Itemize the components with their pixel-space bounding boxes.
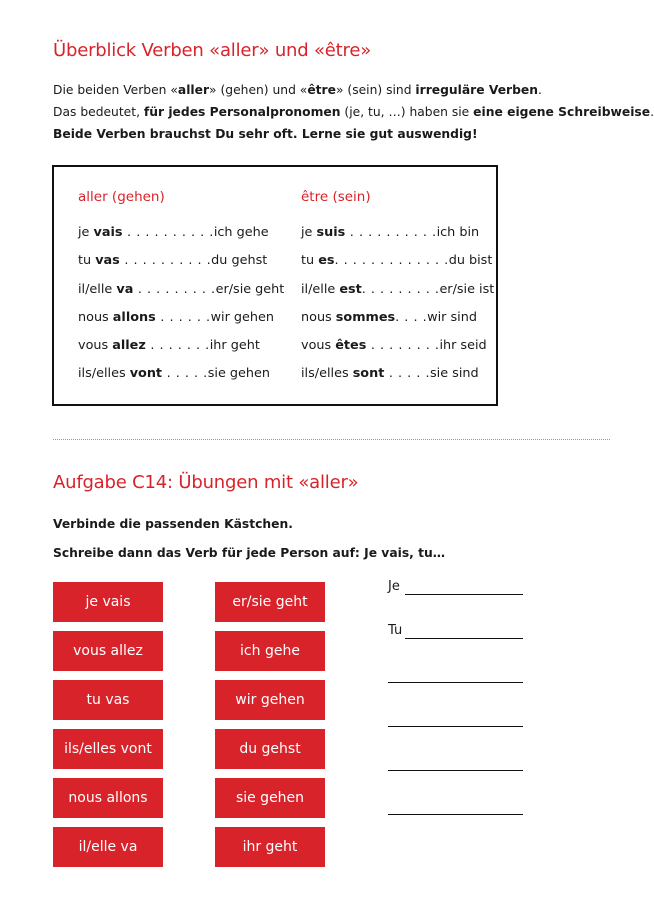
aller-row bbox=[78, 253, 284, 281]
pronoun: tu bbox=[78, 253, 96, 269]
pronoun: ils/elles bbox=[301, 366, 353, 382]
pronoun: je bbox=[301, 225, 317, 240]
intro-segment: . bbox=[650, 105, 654, 119]
translation: ich gehe bbox=[213, 225, 269, 240]
dot-leader: . . . . . . . . . . bbox=[119, 253, 212, 269]
answer-row[interactable] bbox=[388, 623, 402, 641]
dot-leader: . . . . bbox=[395, 309, 428, 325]
answer-prefix: Je bbox=[388, 579, 400, 594]
dot-leader: . . . . . . . . . . bbox=[345, 225, 437, 240]
verb-form: êtes bbox=[335, 338, 367, 354]
answer-row[interactable] bbox=[388, 579, 400, 597]
translation: sie gehen bbox=[207, 366, 271, 382]
left-tile[interactable]: tu vas bbox=[53, 680, 163, 720]
intro-segment: Die beiden Verben « bbox=[53, 83, 178, 97]
intro-segment: Das bedeutet, bbox=[53, 105, 144, 119]
intro-line bbox=[53, 79, 633, 101]
section-title-exercise: Aufgabe C14: Übungen mit «aller» bbox=[53, 472, 359, 493]
intro-text bbox=[53, 79, 654, 145]
translation: er/sie ist bbox=[439, 281, 495, 297]
verb-form: es bbox=[318, 253, 335, 269]
aller-row bbox=[78, 225, 284, 253]
pronoun: nous bbox=[78, 309, 113, 325]
answer-line[interactable] bbox=[405, 594, 523, 595]
pronoun: tu bbox=[301, 253, 319, 269]
right-tile[interactable]: sie gehen bbox=[215, 778, 325, 818]
translation: ihr seid bbox=[439, 338, 487, 354]
left-tile[interactable]: vous allez bbox=[53, 631, 163, 671]
right-tile[interactable]: ich gehe bbox=[215, 631, 325, 671]
dot-leader: . . . . . . . . . . bbox=[122, 225, 214, 240]
translation: du bist bbox=[448, 253, 493, 269]
verb-form: va bbox=[116, 281, 134, 297]
intro-segment: . bbox=[538, 83, 542, 97]
etre-row bbox=[301, 366, 494, 394]
translation: ich bin bbox=[436, 225, 480, 240]
aller-row bbox=[78, 310, 284, 338]
intro-segment: aller bbox=[177, 83, 210, 97]
answer-prefix: Tu bbox=[388, 623, 403, 638]
intro-segment: » (sein) sind bbox=[335, 83, 416, 97]
answer-line[interactable] bbox=[388, 814, 523, 815]
etre-row bbox=[301, 225, 494, 253]
verb-form: allez bbox=[112, 338, 146, 354]
pronoun: il/elle bbox=[301, 281, 340, 297]
dot-leader: . . . . . . . . . bbox=[361, 281, 440, 297]
intro-line bbox=[53, 123, 633, 145]
translation: er/sie geht bbox=[215, 281, 285, 297]
aller-row bbox=[78, 366, 284, 394]
pronoun: il/elle bbox=[78, 281, 117, 297]
intro-segment: » (gehen) und « bbox=[209, 83, 308, 97]
etre-row bbox=[301, 310, 494, 338]
intro-line bbox=[53, 101, 654, 123]
dot-leader: . . . . . . bbox=[155, 309, 211, 325]
translation: du gehst bbox=[211, 253, 268, 269]
intro-segment: eine eigene Schreibweise bbox=[473, 105, 651, 119]
intro-segment: (je, tu, …) haben sie bbox=[340, 105, 474, 119]
answer-line[interactable] bbox=[388, 770, 523, 771]
etre-row bbox=[301, 338, 494, 366]
aller-row bbox=[78, 338, 284, 366]
verb-form: vas bbox=[95, 253, 120, 269]
verb-form: sont bbox=[352, 366, 385, 382]
verb-form: suis bbox=[316, 225, 346, 240]
instruction-connect: Verbinde die passenden Kästchen. bbox=[53, 517, 293, 531]
section-title-overview: Überblick Verben «aller» und «être» bbox=[53, 40, 372, 61]
translation: ihr geht bbox=[209, 338, 260, 354]
left-tile[interactable]: il/elle va bbox=[53, 827, 163, 867]
intro-segment: Beide Verben brauchst Du sehr oft. Lerne sie gut auswendig! bbox=[53, 127, 478, 141]
translation: sie sind bbox=[430, 366, 479, 382]
section-divider bbox=[53, 439, 610, 440]
translation: wir sind bbox=[427, 309, 477, 325]
right-tile[interactable]: du gehst bbox=[215, 729, 325, 769]
dot-leader: . . . . . bbox=[162, 366, 208, 382]
pronoun: je bbox=[78, 225, 94, 240]
pronoun: nous bbox=[301, 309, 336, 325]
pronoun: ils/elles bbox=[78, 366, 130, 382]
dot-leader: . . . . . . . . . bbox=[133, 281, 216, 297]
dot-leader: . . . . . . . . . . . . . bbox=[334, 253, 449, 269]
right-tile[interactable]: ihr geht bbox=[215, 827, 325, 867]
left-tile[interactable]: ils/elles vont bbox=[53, 729, 163, 769]
etre-row bbox=[301, 282, 494, 310]
intro-segment: für jedes Personalpronomen bbox=[143, 105, 341, 119]
aller-row bbox=[78, 282, 284, 310]
left-tile[interactable]: je vais bbox=[53, 582, 163, 622]
aller-heading: aller (gehen) bbox=[78, 189, 165, 205]
translation: wir gehen bbox=[210, 309, 275, 325]
verb-form: sommes bbox=[335, 309, 396, 325]
left-tile[interactable]: nous allons bbox=[53, 778, 163, 818]
etre-heading: être (sein) bbox=[301, 189, 371, 205]
instruction-write: Schreibe dann das Verb für jede Person auf: Je vais, tu… bbox=[53, 546, 446, 560]
intro-segment: être bbox=[307, 83, 336, 97]
pronoun: vous bbox=[78, 338, 113, 354]
answer-line[interactable] bbox=[405, 638, 523, 639]
right-tile[interactable]: wir gehen bbox=[215, 680, 325, 720]
dot-leader: . . . . . . . bbox=[145, 338, 210, 354]
etre-row bbox=[301, 253, 494, 281]
etre-column bbox=[301, 189, 494, 395]
verb-form: vais bbox=[93, 225, 123, 240]
verb-form: allons bbox=[112, 309, 156, 325]
right-tile[interactable]: er/sie geht bbox=[215, 582, 325, 622]
answer-line[interactable] bbox=[388, 682, 523, 683]
dot-leader: . . . . . bbox=[384, 366, 431, 382]
aller-column bbox=[78, 189, 284, 395]
verb-form: vont bbox=[129, 366, 163, 382]
verb-conjugation-box bbox=[52, 165, 498, 406]
answer-line[interactable] bbox=[388, 726, 523, 727]
dot-leader: . . . . . . . . bbox=[366, 338, 440, 354]
exercise-instructions bbox=[53, 510, 445, 568]
pronoun: vous bbox=[301, 338, 336, 354]
verb-form: est bbox=[339, 281, 362, 297]
intro-segment: irreguläre Verben bbox=[415, 83, 539, 97]
